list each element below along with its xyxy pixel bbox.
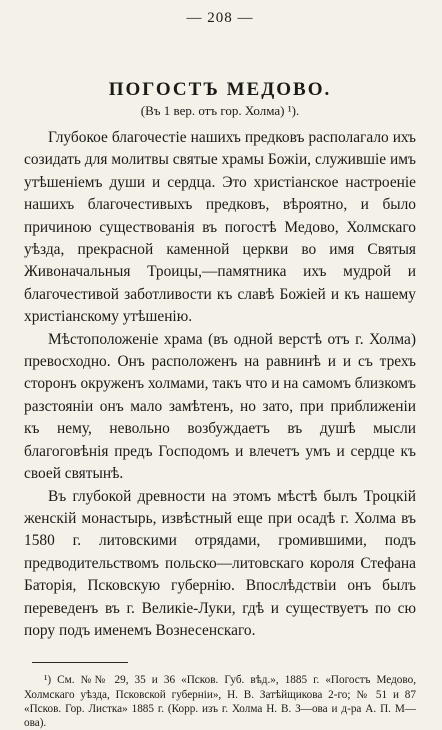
page-number: — 208 — — [186, 10, 254, 26]
footnote-divider — [32, 662, 128, 663]
article-title: ПОГОСТЪ МЕДОВО. — [108, 79, 332, 100]
paragraph-2: Мѣстоположеніе храма (въ одной верстѣ отъ г. Холма) превосходно. Онъ расположенъ на равнинѣ и и съ трехъ сторонъ окруженъ холмами, такъ что и на самомъ близкомъ разстояніи онъ мало замѣтенъ, но зато, при приближеніи къ нему, невольно возбуждаетъ въ душѣ мысли благоговѣнія предъ Господомъ и влечетъ умъ и сердце къ своей святынѣ. — [24, 330, 416, 483]
paragraph-1: Глубокое благочестіе нашихъ предковъ располагало ихъ созидать для молитвы святые храмы Божіи, служившіе имъ утѣшеніемъ души и сердца. Это христіанское настроеніе нашихъ благочестивыхъ предковъ, вѣроятно, и было причиною существованія въ погостѣ Медово, Холмскаго уѣзда, прекрасной каменной церкви во имя Святыя Живоначальныя Троицы,—памятника ихъ мудрой и благочестивой заботливости къ славѣ Божіей и къ нашему христіанскому утѣшенію. — [24, 129, 416, 326]
article-body — [24, 127, 416, 642]
footnote: ¹) См. №№ 29, 35 и 36 «Псков. Губ. вѣд.», 1885 г. «Погостъ Медово, Холмскаго уѣзда, Псковской губерніи», Н. В. Затѣйщикова 2-го; № 51 и 87 «Псков. Гор. Листка» 1885 г. (Корр. изъ г. Холма Н. В. З—ова и д-ра А. П. М—ова). — [24, 674, 416, 729]
article-subtitle: (Въ 1 вер. отъ гор. Холма) ¹). — [140, 103, 300, 118]
paragraph-3: Въ глубокой древности на этомъ мѣстѣ былъ Троцкій женскій монастырь, извѣстный еще при осадѣ г. Холма въ 1580 г. литовскими отрядами, громившими, подъ предводительствомъ польско—литовскаго короля Стефана Баторія, Псковскую губернію. Впослѣдствіи онъ былъ переведенъ въ г. Великіе-Луки, гдѣ и существуетъ по сю пору подъ именемъ Вознесенскаго. — [24, 487, 416, 639]
